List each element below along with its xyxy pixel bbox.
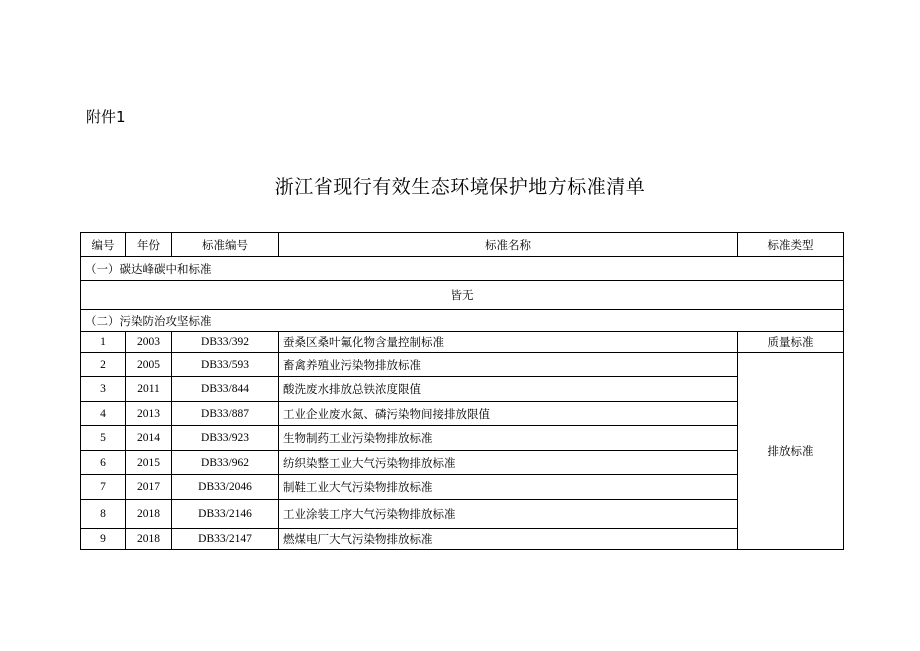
- row-number: 1: [81, 332, 126, 353]
- table-row: [81, 529, 844, 550]
- header-name: 标准名称: [279, 233, 738, 257]
- header-code: 标准编号: [172, 233, 279, 257]
- row-name: 畜禽养殖业污染物排放标准: [279, 353, 738, 377]
- row-name: 生物制药工业污染物排放标准: [279, 426, 738, 451]
- row-number: 7: [81, 475, 126, 500]
- row-number: 4: [81, 402, 126, 426]
- row-type-quality: 质量标准: [738, 332, 844, 353]
- row-year: 2005: [126, 353, 172, 377]
- table-row: [81, 500, 844, 529]
- section-carbon-empty-row: [81, 281, 844, 310]
- section-carbon-label: （一）碳达峰碳中和标准: [81, 257, 844, 281]
- row-year: 2013: [126, 402, 172, 426]
- row-number: 2: [81, 353, 126, 377]
- section-carbon-empty-text: 皆无: [81, 281, 844, 310]
- header-year: 年份: [126, 233, 172, 257]
- table-header-row: [81, 233, 844, 257]
- row-number: 5: [81, 426, 126, 451]
- header-number: 编号: [81, 233, 126, 257]
- row-number: 8: [81, 500, 126, 529]
- row-name: 酸洗废水排放总铁浓度限值: [279, 377, 738, 402]
- row-code: DB33/923: [172, 426, 279, 451]
- row-code: DB33/2046: [172, 475, 279, 500]
- row-year: 2011: [126, 377, 172, 402]
- row-number: 9: [81, 529, 126, 550]
- table-row: [81, 451, 844, 475]
- table-row: [81, 402, 844, 426]
- row-number: 3: [81, 377, 126, 402]
- row-year: 2014: [126, 426, 172, 451]
- section-pollution-label: （二）污染防治攻坚标准: [81, 310, 844, 332]
- row-year: 2017: [126, 475, 172, 500]
- row-name: 燃煤电厂大气污染物排放标准: [279, 529, 738, 550]
- row-code: DB33/844: [172, 377, 279, 402]
- table-row: [81, 332, 844, 353]
- row-code: DB33/593: [172, 353, 279, 377]
- header-type: 标准类型: [738, 233, 844, 257]
- row-code: DB33/887: [172, 402, 279, 426]
- table-row: [81, 426, 844, 451]
- document-title: 浙江省现行有效生态环境保护地方标准清单: [274, 176, 646, 198]
- row-year: 2015: [126, 451, 172, 475]
- row-code: DB33/962: [172, 451, 279, 475]
- attachment-label: 附件1: [86, 108, 126, 126]
- row-number: 6: [81, 451, 126, 475]
- row-name: 制鞋工业大气污染物排放标准: [279, 475, 738, 500]
- row-name: 工业涂装工序大气污染物排放标准: [279, 500, 738, 529]
- table-row: [81, 377, 844, 402]
- section-pollution-row: [81, 310, 844, 332]
- row-name: 纺织染整工业大气污染物排放标准: [279, 451, 738, 475]
- row-year: 2003: [126, 332, 172, 353]
- row-year: 2018: [126, 500, 172, 529]
- row-year: 2018: [126, 529, 172, 550]
- row-name: 蚕桑区桑叶氟化物含量控制标准: [279, 332, 738, 353]
- row-name: 工业企业废水氮、磷污染物间接排放限值: [279, 402, 738, 426]
- row-type-emission: 排放标准: [738, 353, 844, 550]
- table-row: [81, 475, 844, 500]
- table-row: [81, 353, 844, 377]
- section-carbon-row: [81, 257, 844, 281]
- row-code: DB33/392: [172, 332, 279, 353]
- row-code: DB33/2147: [172, 529, 279, 550]
- row-code: DB33/2146: [172, 500, 279, 529]
- standards-table: [80, 232, 844, 550]
